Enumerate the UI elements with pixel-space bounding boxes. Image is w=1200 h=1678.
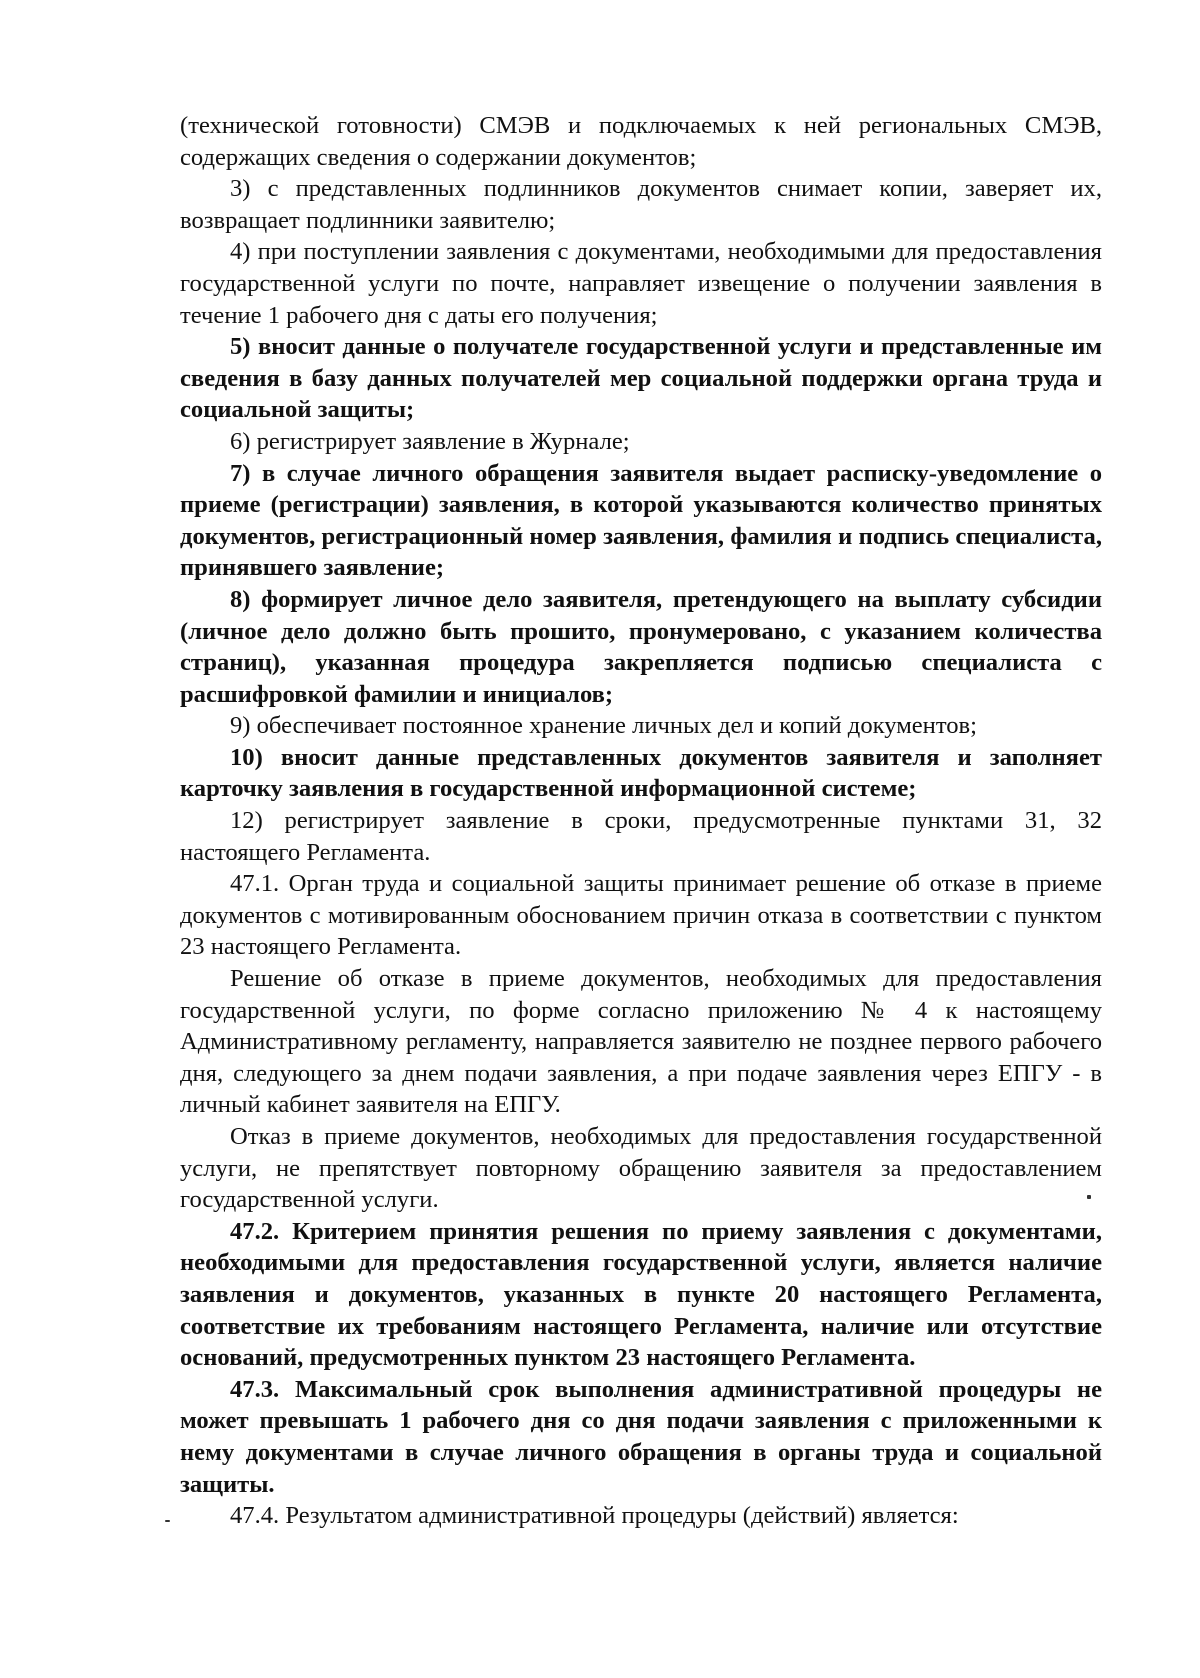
paragraph-47-3: 47.3. Максимальный срок выполнения административной процедуры не может превышать 1 рабочего дня со дня подачи заявления с приложенными к нему документами в случае личного обращения в органы труда и социальной защиты. bbox=[180, 1375, 1102, 1498]
scan-speck bbox=[1087, 1195, 1091, 1199]
paragraph-47-1: 47.1. Орган труда и социальной защиты принимает решение об отказе в приеме документов с мотивированным обоснованием причин отказа в соответствии с пунктом 23 настоящего Регламента. bbox=[180, 870, 1102, 961]
paragraph-item-12: 12) регистрирует заявление в сроки, предусмотренные пунктами 31, 32 настоящего Регламента. bbox=[180, 807, 1102, 866]
paragraph-item-4: 4) при поступлении заявления с документами, необходимыми для предоставления государственной услуги по почте, направляет извещение о получении заявления в течение 1 рабочего дня с даты его получения; bbox=[180, 238, 1102, 329]
paragraph-item-5: 5) вносит данные о получателе государственной услуги и представленные им сведения в базу данных получателей мер социальной поддержки органа труда и социальной защиты; bbox=[180, 333, 1102, 424]
paragraph-continuation: (технической готовности) СМЭВ и подключаемых к ней региональных СМЭВ, содержащих сведения о содержании документов; bbox=[180, 112, 1102, 171]
paragraph-47-2: 47.2. Критерием принятия решения по приему заявления с документами, необходимыми для предоставления государственной услуги, является наличие заявления и документов, указанных в пункте 20 настоящего Регламента, соответствие их требованиям настоящего Регламента, наличие или отсутствие оснований, предусмотренных пунктом 23 настоящего Регламента. bbox=[180, 1217, 1102, 1372]
paragraph-refusal-decision: Решение об отказе в приеме документов, необходимых для предоставления государственной услуги, по форме согласно приложению № 4 к настоящему Административному регламенту, направляется заявителю не позднее первого рабочего дня, следующего за днем подачи заявления, а при подаче заявления через ЕПГУ - в личный кабинет заявителя на ЕПГУ. bbox=[180, 965, 1102, 1119]
paragraph-item-8: 8) формирует личное дело заявителя, претендующего на выплату субсидии (личное дело должно быть прошито, пронумеровано, с указанием количества страниц), указанная процедура закрепляется подписью специалиста с расшифровкой фамилии и инициалов; bbox=[180, 585, 1102, 708]
paragraph-item-10: 10) вносит данные представленных документов заявителя и заполняет карточку заявления в государственной информационной системе; bbox=[180, 743, 1102, 803]
paragraph-item-3: 3) с представленных подлинников документов снимает копии, заверяет их, возвращает подлинники заявителю; bbox=[180, 175, 1102, 234]
paragraph-refusal-note: Отказ в приеме документов, необходимых для предоставления государственной услуги, не препятствует повторному обращению заявителя за предоставлением государственной услуги. bbox=[180, 1123, 1102, 1214]
scan-speck bbox=[165, 1520, 170, 1522]
paragraph-item-9: 9) обеспечивает постоянное хранение личных дел и копий документов; bbox=[230, 712, 977, 740]
paragraph-item-7: 7) в случае личного обращения заявителя выдает расписку-уведомление о приеме (регистрации) заявления, в которой указываются количество принятых документов, регистрационный номер заявления, фамилия и подпись специалиста, принявшего заявление; bbox=[180, 459, 1102, 582]
paragraph-47-4: 47.4. Результатом административной процедуры (действий) является: bbox=[230, 1502, 959, 1530]
paragraph-item-6: 6) регистрирует заявление в Журнале; bbox=[230, 427, 630, 455]
document-body bbox=[180, 110, 1102, 1532]
